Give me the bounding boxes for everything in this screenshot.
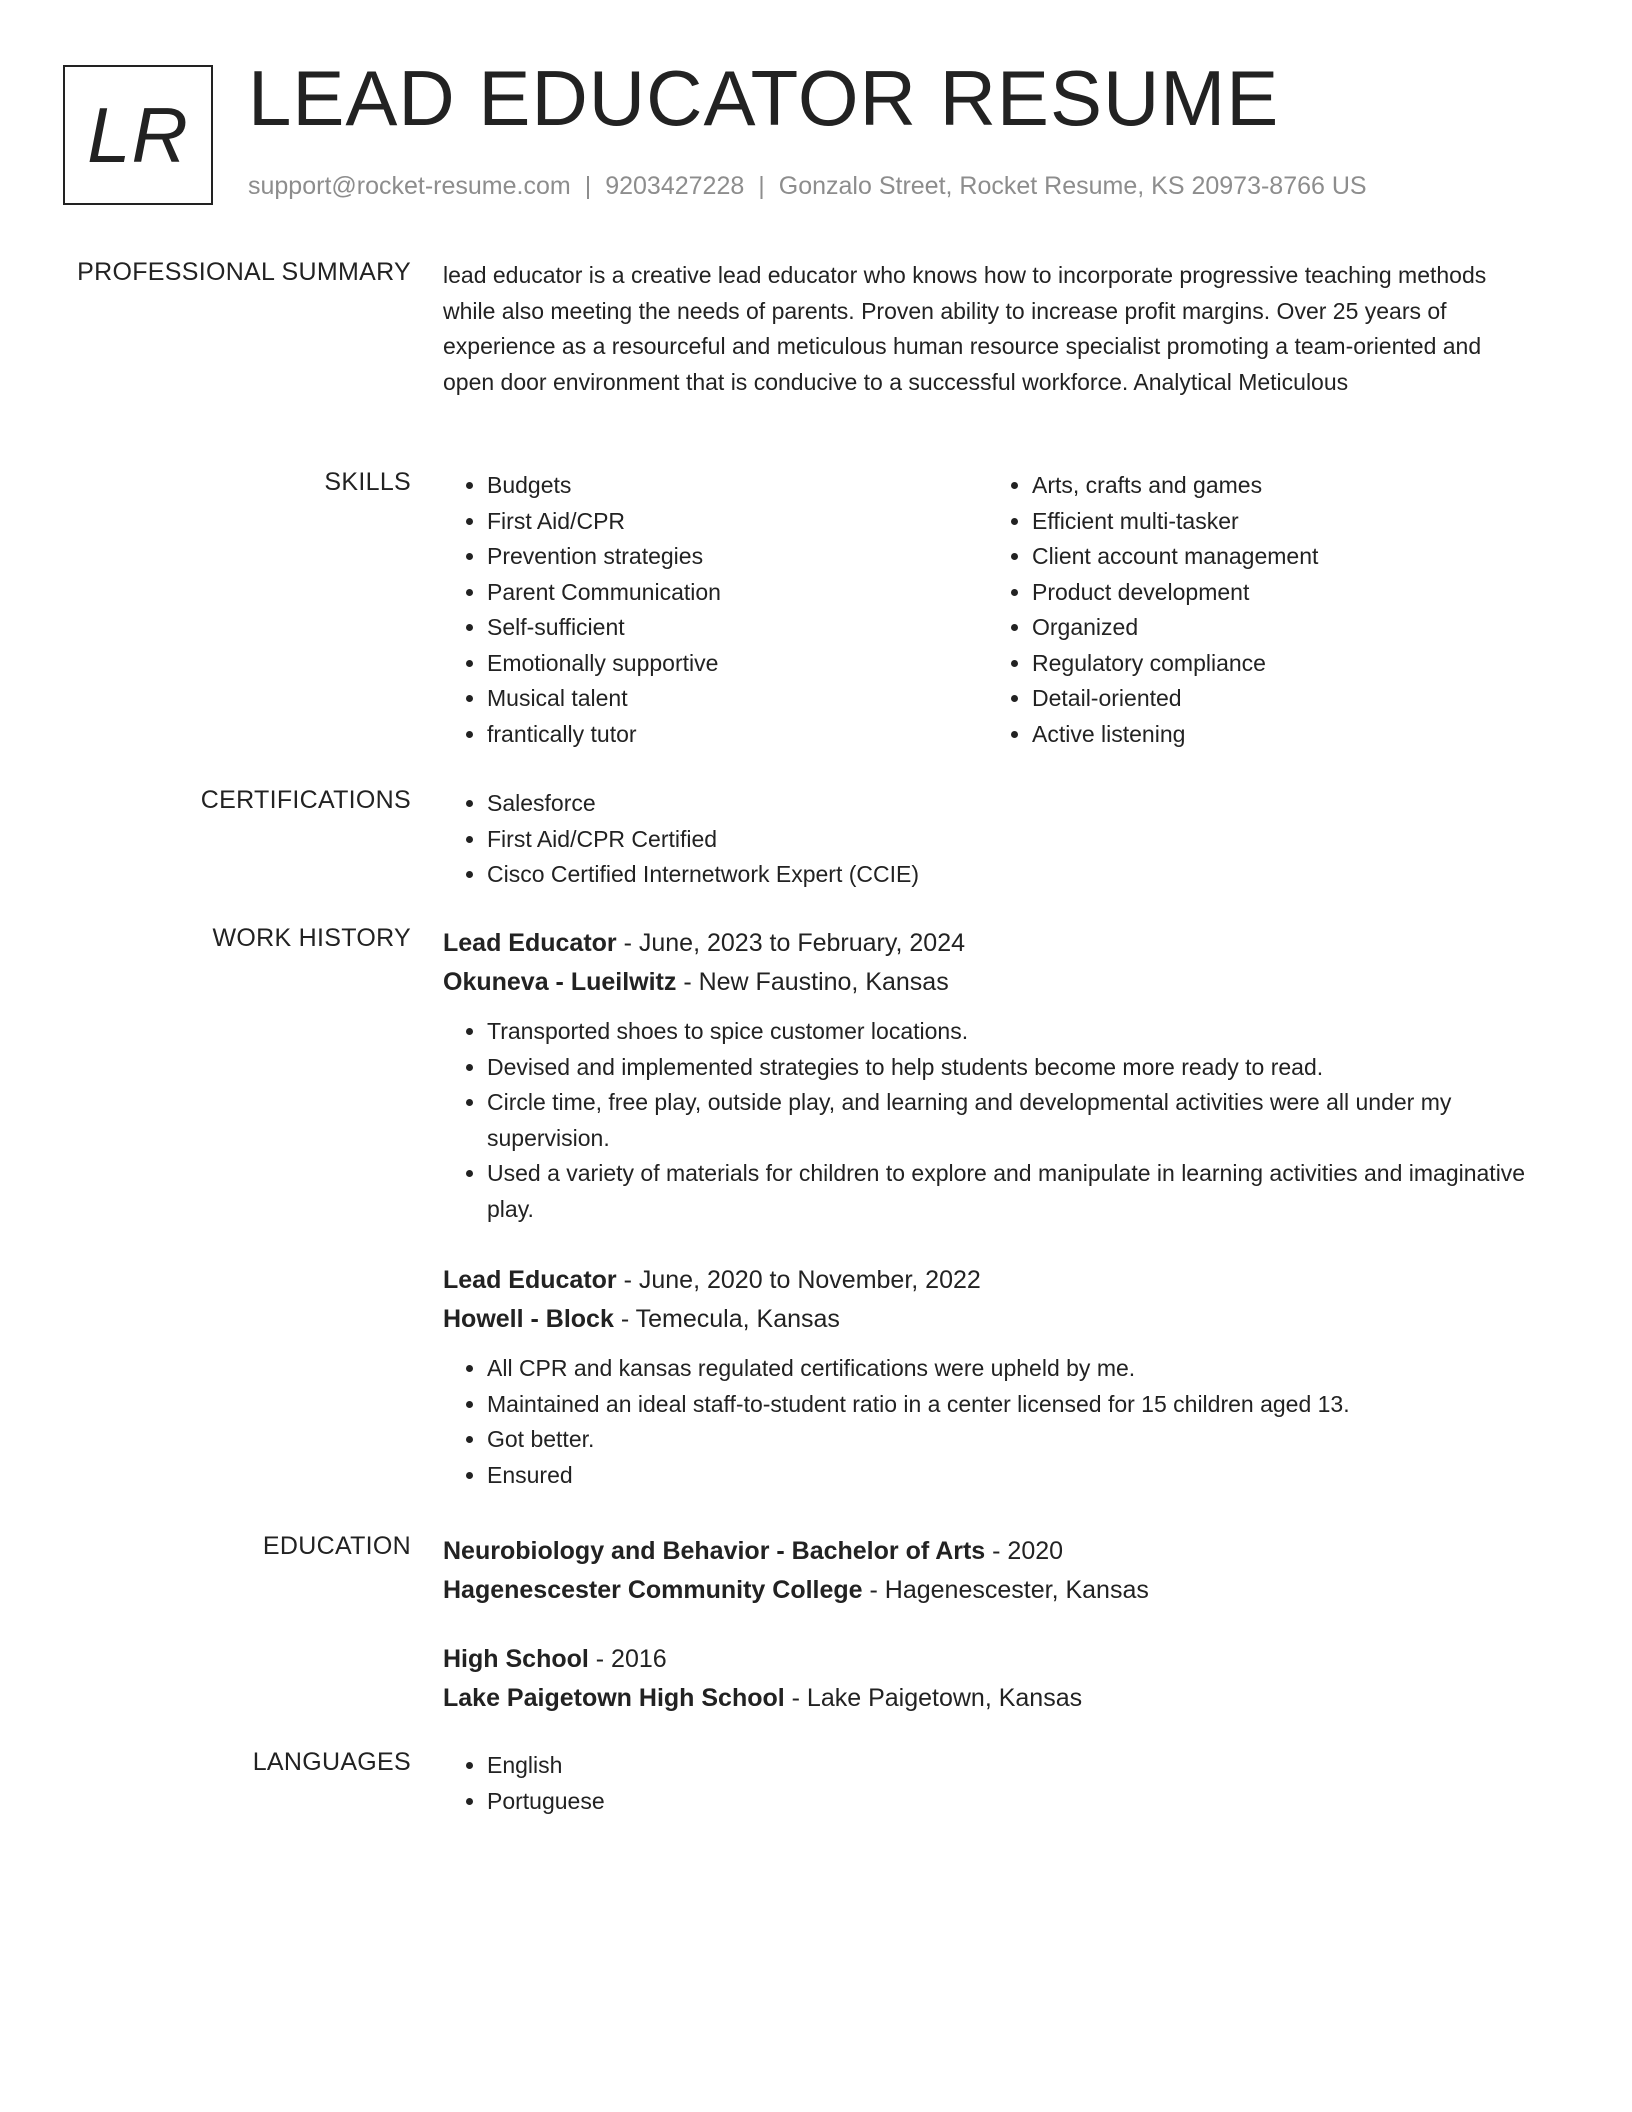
certifications-list	[443, 786, 1538, 893]
list-item: • Efficient multi-tasker	[1032, 504, 1533, 540]
list-item: • All CPR and kansas regulated certifications were upheld by me.	[487, 1351, 1538, 1387]
summary-body	[443, 258, 1538, 400]
list-item: • Portuguese	[487, 1784, 1538, 1820]
list-item: • Ensured	[487, 1458, 1538, 1494]
section-heading-education: EDUCATION	[262, 1532, 411, 1560]
section-heading-summary: PROFESSIONAL SUMMARY	[77, 258, 411, 286]
list-item: • Detail-oriented	[1032, 681, 1533, 717]
education-school-line	[443, 1679, 1538, 1718]
skills-list-left	[443, 468, 988, 752]
job-duties-list	[443, 1351, 1538, 1493]
job-entry	[443, 924, 1538, 1227]
job-company: Okuneva - Lueilwitz	[443, 968, 677, 996]
education-school: Hagenescester Community College	[443, 1576, 863, 1604]
skills-list-right	[988, 468, 1533, 752]
education-year: - 2020	[985, 1537, 1064, 1565]
work-history-body	[443, 924, 1538, 1493]
section-heading-work-history: WORK HISTORY	[212, 924, 411, 952]
job-dates: - June, 2020 to November, 2022	[616, 1266, 981, 1294]
job-title-line	[443, 1261, 1538, 1300]
summary-text: lead educator is a creative lead educator who knows how to incorporate progressive teaching methods while also meeting the needs of parents. Proven ability to increase profit margins. Over 25 years of experience as a resourceful and meticulous human resource specialist promoting a team-oriented and open door environment that is conducive to a successful workforce. Analytical Meticulous	[443, 262, 1487, 395]
list-item: • Circle time, free play, outside play, and learning and developmental activities were all under my supervision.	[487, 1085, 1538, 1156]
job-location: - New Faustino, Kansas	[676, 968, 949, 996]
list-item: • Maintained an ideal staff-to-student ratio in a center licensed for 15 children aged 13.	[487, 1387, 1538, 1423]
education-school-line	[443, 1571, 1538, 1610]
section-heading-skills: SKILLS	[324, 468, 411, 496]
education-location: - Lake Paigetown, Kansas	[784, 1684, 1083, 1712]
job-dates: - June, 2023 to February, 2024	[616, 929, 966, 957]
job-location: - Temecula, Kansas	[613, 1305, 840, 1333]
education-degree-line	[443, 1640, 1538, 1679]
education-school: Lake Paigetown High School	[443, 1684, 785, 1712]
education-year: - 2016	[588, 1645, 667, 1673]
contact-separator: |	[584, 172, 592, 200]
languages-body	[443, 1748, 1538, 1819]
list-item: • Cisco Certified Internetwork Expert (CCIE)	[487, 857, 1538, 893]
list-item: • Transported shoes to spice customer locations.	[487, 1014, 1538, 1050]
list-item: • Used a variety of materials for children to explore and manipulate in learning activities and imaginative play.	[487, 1156, 1538, 1227]
contact-phone[interactable]: 9203427228	[605, 172, 745, 200]
job-company: Howell - Block	[443, 1305, 614, 1333]
job-title-line	[443, 924, 1538, 963]
languages-list	[443, 1748, 1538, 1819]
skills-body	[443, 468, 1538, 752]
list-item: • Got better.	[487, 1422, 1538, 1458]
list-item: • Arts, crafts and games	[1032, 468, 1533, 504]
list-item: • Parent Communication	[487, 575, 988, 611]
job-title: Lead Educator	[443, 929, 617, 957]
list-item: • Emotionally supportive	[487, 646, 988, 682]
list-item: • Client account management	[1032, 539, 1533, 575]
monogram-logo: LR	[63, 65, 213, 205]
job-entry	[443, 1261, 1538, 1493]
list-item: • Budgets	[487, 468, 988, 504]
list-item: • Musical talent	[487, 681, 988, 717]
resume-title: LEAD EDUCATOR RESUME	[248, 54, 1280, 142]
education-body	[443, 1532, 1538, 1718]
job-duties-list	[443, 1014, 1538, 1227]
list-item: • Active listening	[1032, 717, 1533, 753]
skills-grid	[443, 468, 1538, 752]
list-item: • Devised and implemented strategies to help students become more ready to read.	[487, 1050, 1538, 1086]
list-item: • English	[487, 1748, 1538, 1784]
education-degree: High School	[443, 1645, 589, 1673]
contact-line	[248, 172, 1367, 201]
job-company-line	[443, 1300, 1538, 1339]
list-item: • Self-sufficient	[487, 610, 988, 646]
job-title: Lead Educator	[443, 1266, 617, 1294]
certifications-body	[443, 786, 1538, 893]
job-company-line	[443, 963, 1538, 1002]
section-heading-languages: LANGUAGES	[252, 1748, 411, 1776]
contact-email[interactable]: support@rocket-resume.com	[248, 172, 571, 200]
list-item: • First Aid/CPR	[487, 504, 988, 540]
list-item: • First Aid/CPR Certified	[487, 822, 1538, 858]
contact-address: Gonzalo Street, Rocket Resume, KS 20973-8766 US	[778, 172, 1367, 200]
list-item: • Salesforce	[487, 786, 1538, 822]
list-item: • Product development	[1032, 575, 1533, 611]
list-item: • frantically tutor	[487, 717, 988, 753]
list-item: • Organized	[1032, 610, 1533, 646]
list-item: • Prevention strategies	[487, 539, 988, 575]
contact-separator: |	[758, 172, 765, 200]
education-entry	[443, 1640, 1538, 1718]
list-item: • Regulatory compliance	[1032, 646, 1533, 682]
education-degree: Neurobiology and Behavior - Bachelor of Arts	[443, 1537, 986, 1565]
education-entry	[443, 1532, 1538, 1610]
education-degree-line	[443, 1532, 1538, 1571]
education-location: - Hagenescester, Kansas	[862, 1576, 1149, 1604]
section-heading-certifications: CERTIFICATIONS	[200, 786, 411, 814]
